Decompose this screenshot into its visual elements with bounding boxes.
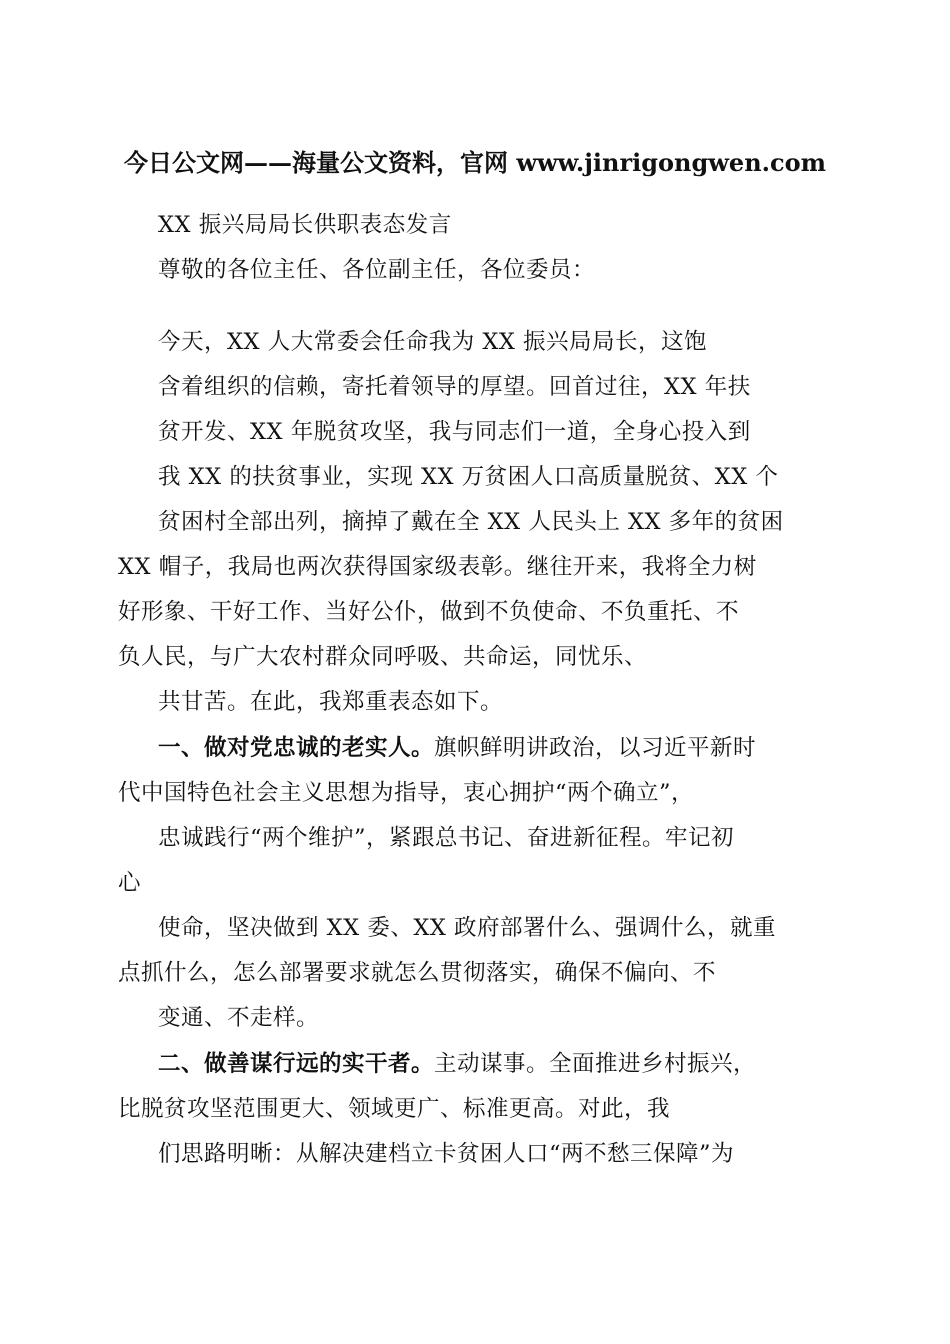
- body-line: 今天，XX 人大常委会任命我为 XX 振兴局局长，这饱: [158, 329, 708, 355]
- section-text: 主动谋事。全面推进乡村振兴，: [434, 1051, 757, 1077]
- document-title: XX 振兴局局长供职表态发言: [158, 212, 452, 238]
- body-line: 忠诚践行“两个维护”，紧跟总书记、奋进新征程。牢记初: [158, 825, 735, 851]
- section-heading: 二、做善谋行远的实干者。: [158, 1051, 435, 1077]
- body-line: 我 XX 的扶贫事业，实现 XX 万贫困人口高质量脱贫、XX 个: [158, 464, 779, 490]
- body-line: 使命，坚决做到 XX 委、XX 政府部署什么、强调什么，就重: [158, 915, 777, 941]
- body-line: 贫困村全部出列，摘掉了戴在全 XX 人民头上 XX 多年的贫困: [158, 509, 784, 535]
- body-line: 心: [118, 870, 142, 896]
- section-text: 旗帜鲜明讲政治，以习近平新时: [434, 735, 757, 761]
- body-line: 负人民，与广大农村群众同呼吸、共命运，同忧乐、: [118, 644, 648, 670]
- body-line: 点抓什么，怎么部署要求就怎么贯彻落实，确保不偏向、不: [118, 960, 717, 986]
- section-heading: 一、做对党忠诚的老实人。: [158, 735, 435, 761]
- body-line: 含着组织的信赖，寄托着领导的厚望。回首过往，XX 年扶: [158, 374, 751, 400]
- body-line: 们思路明晰：从解决建档立卡贫困人口“两不愁三保障”为: [158, 1141, 735, 1167]
- site-header: 今日公文网——海量公文资料，官网 www.jinrigongwen.com: [123, 148, 827, 177]
- body-line: 代中国特色社会主义思想为指导，衷心拥护“两个确立”，: [118, 780, 695, 806]
- body-line: XX 帽子，我局也两次获得国家级表彰。继往开来，我将全力树: [118, 554, 757, 580]
- body-line: 贫开发、XX 年脱贫攻坚，我与同志们一道，全身心投入到: [158, 419, 751, 445]
- body-line: 变通、不走样。: [158, 1005, 320, 1031]
- body-line: 比脱贫攻坚范围更大、领域更广、标准更高。对此，我: [118, 1096, 671, 1122]
- salutation: 尊敬的各位主任、各位副主任，各位委员：: [158, 257, 596, 283]
- body-line: 共甘苦。在此，我郑重表态如下。: [158, 689, 504, 715]
- body-line: 好形象、干好工作、当好公仆，做到不负使命、不负重托、不: [118, 599, 740, 625]
- section-line: [158, 1049, 756, 1079]
- section-line: [158, 733, 756, 763]
